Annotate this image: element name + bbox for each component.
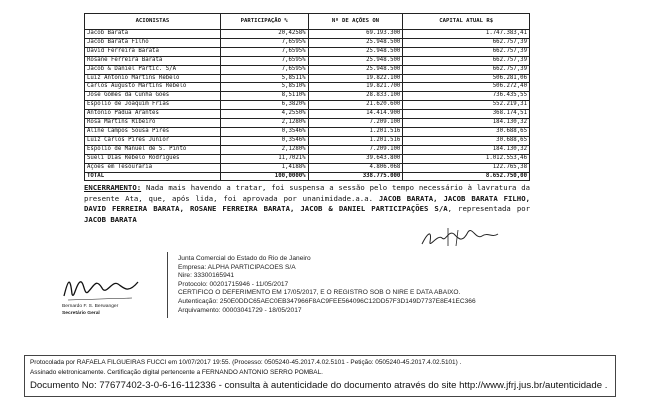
- cell-shares: 1.201.516: [308, 127, 403, 136]
- cell-shareholder: Espólio de Joaquim Frias: [85, 101, 221, 110]
- cell-shareholder: David Ferreira Barata: [85, 47, 221, 56]
- cell-participation: 1,4188%: [220, 163, 308, 172]
- cell-capital: 662.757,39: [403, 56, 530, 65]
- cell-shares: 7.209.100: [308, 119, 403, 128]
- closing-label: ENCERRAMENTO:: [84, 183, 142, 192]
- header-shareholders: ACIONISTAS: [85, 14, 221, 30]
- cell-participation: 5,8511%: [220, 74, 308, 83]
- cell-shares: 25.948.500: [308, 38, 403, 47]
- closing-text-b: , representada por: [447, 204, 530, 213]
- cell-capital: 552.219,31: [403, 101, 530, 110]
- registry-line: Nire: 33300165941: [178, 272, 235, 280]
- shareholders-table: [84, 13, 530, 181]
- table-row: [85, 145, 530, 154]
- cell-participation: 11,7021%: [220, 154, 308, 163]
- cell-capital: 506.281,06: [403, 74, 530, 83]
- cell-shares: 21.620.600: [308, 101, 403, 110]
- registrar-caption: [62, 304, 118, 317]
- registrar-signature: [58, 270, 142, 304]
- registry-line: Empresa: ALPHA PARTICIPACOES S/A: [178, 263, 296, 271]
- cell-shareholder: Carlos Augusto Martins Rebelo: [85, 83, 221, 92]
- cell-capital: 368.174,51: [403, 110, 530, 119]
- table-total-row: [85, 172, 530, 181]
- cell-capital: 184.130,32: [403, 145, 530, 154]
- footer-document-number: Documento No: 77677402-3-0-6-16-112336 - consulta à autenticidade do documento através do site http://www.jfrj.jus.br/autenticidade .: [30, 380, 608, 391]
- cell-shareholder: Aline Campos Sousa Pires: [85, 127, 221, 136]
- cell-participation: 20,4258%: [220, 30, 308, 39]
- cell-participation: 7,6595%: [220, 56, 308, 65]
- cell-participation: 7,6595%: [220, 38, 308, 47]
- cell-shares: 25.948.500: [308, 56, 403, 65]
- cell-shares: 25.948.500: [308, 47, 403, 56]
- cell-capital: 1.747.383,41: [403, 30, 530, 39]
- cell-capital: 30.688,65: [403, 136, 530, 145]
- cell-shareholder: Rosa Martins Ribeiro: [85, 119, 221, 128]
- cell-shares: 25.948.500: [308, 65, 403, 74]
- table-row: [85, 119, 530, 128]
- table-row: [85, 101, 530, 110]
- registry-line: Junta Comercial do Estado do Rio de Janeiro: [178, 255, 311, 262]
- cell-shares: 1.201.516: [308, 136, 403, 145]
- cell-capital: 1.012.553,46: [403, 154, 530, 163]
- cell-shares: 338.775.000: [308, 172, 403, 181]
- cell-capital: 662.757,39: [403, 65, 530, 74]
- stamp-divider: [167, 252, 168, 318]
- table-row: [85, 65, 530, 74]
- table-row: [85, 74, 530, 83]
- table-row: [85, 47, 530, 56]
- cell-shares: 39.643.800: [308, 154, 403, 163]
- closing-text-a: Nada mais havendo a tratar, foi suspensa a sessão pelo tempo necessário à lavratura da presente Ata, que, após lida, foi aprovada por unanimidade.a.a.: [84, 183, 530, 203]
- cell-shares: 4.806.068: [308, 163, 403, 172]
- cell-capital: 184.130,32: [403, 119, 530, 128]
- cell-shares: 19.822.100: [308, 74, 403, 83]
- cell-capital: 736.435,55: [403, 92, 530, 101]
- footer-protocol: Protocolada por RAFAELA FILGUEIRAS FUCCI em 10/07/2017 19:55. (Processo: 0505240-45.2017.4.02.5101 - Petição: 0505240-45.2017.4.02.5101) .: [30, 359, 462, 366]
- cell-shareholder: Antonio Pádua Arantes: [85, 110, 221, 119]
- table-row: [85, 30, 530, 39]
- table-row: [85, 136, 530, 145]
- cell-participation: 2,1280%: [220, 145, 308, 154]
- cell-capital: 30.688,65: [403, 127, 530, 136]
- closing-representative: JACOB BARATA: [84, 214, 137, 224]
- cell-shares: 28.833.100: [308, 92, 403, 101]
- cell-participation: 7,6595%: [220, 65, 308, 74]
- cell-capital: 506.272,40: [403, 83, 530, 92]
- table-body: [85, 30, 530, 181]
- cell-participation: 0,3546%: [220, 127, 308, 136]
- handwritten-signature: [418, 224, 502, 250]
- signer-name: Bernardo F. S. Berwanger: [62, 304, 119, 309]
- cell-shareholder: José Gomes da Cunha Góes: [85, 92, 221, 101]
- cell-capital: 662.757,39: [403, 38, 530, 47]
- cell-shareholder: Rosane Ferreira Barata: [85, 56, 221, 65]
- cell-shares: 19.821.700: [308, 83, 403, 92]
- cell-shareholder: Espólio de Manuel de S. Pinto: [85, 145, 221, 154]
- cell-shareholder: Luiz Carlos Pires Junior: [85, 136, 221, 145]
- cell-participation: 2,1280%: [220, 119, 308, 128]
- header-capital: CAPITAL ATUAL R$: [403, 14, 530, 30]
- table-row: [85, 110, 530, 119]
- cell-participation: 5,8510%: [220, 83, 308, 92]
- cell-capital: 122.765,38: [403, 163, 530, 172]
- cell-participation: 6,3820%: [220, 101, 308, 110]
- closing-paragraph: [84, 183, 530, 225]
- table-row: [85, 83, 530, 92]
- cell-shareholder: Jacob Barata: [85, 30, 221, 39]
- registry-line: Arquivamento: 00003041729 - 18/05/2017: [178, 306, 302, 314]
- table-row: [85, 127, 530, 136]
- cell-participation: 8,5110%: [220, 92, 308, 101]
- registry-line: Protocolo: 00201715946 - 11/05/2017: [178, 280, 289, 288]
- cell-shareholder: Sueli Dias Rebelo Rodrigues: [85, 154, 221, 163]
- table-row: [85, 56, 530, 65]
- cell-capital: 662.757,39: [403, 47, 530, 56]
- header-shares: Nº DE AÇÕES ON: [308, 14, 403, 30]
- cell-participation: 0,3546%: [220, 136, 308, 145]
- cell-shareholder: Jacob & Daniel Partic. S/A: [85, 65, 221, 74]
- cell-shares: 14.414.900: [308, 110, 403, 119]
- footer-signature: Assinado eletronicamente. Certificação digital pertencente a FERNANDO ANTONIO SERRO POMBAL.: [30, 369, 323, 376]
- cell-shareholder: Jacob Barata Filho: [85, 38, 221, 47]
- footer-box: [24, 355, 616, 397]
- registry-line: Autenticação: 250E0DDC65AEC0EB347966F8AC9FEE564096C12DD57F3D149D7737E8E41EC366: [178, 297, 476, 305]
- cell-shareholder: Luiz Antônio Martins Rebelo: [85, 74, 221, 83]
- closing-names: JACOB BARATA, JACOB BARATA FILHO, DAVID FERREIRA BARATA, ROSANE FERREIRA BARATA, JACOB & DANIEL PARTICIPAÇÕES S/A: [84, 193, 530, 213]
- cell-capital: 8.652.750,00: [403, 172, 530, 181]
- table-row: [85, 38, 530, 47]
- cell-participation: 100,0000%: [220, 172, 308, 181]
- signer-title: Secretário Geral: [62, 310, 100, 316]
- table-row: [85, 92, 530, 101]
- table-row: [85, 163, 530, 172]
- cell-shares: 7.209.100: [308, 145, 403, 154]
- registry-stamp: [178, 255, 476, 315]
- header-participation: PARTICIPAÇÃO %: [220, 14, 308, 30]
- cell-participation: 4,2550%: [220, 110, 308, 119]
- cell-shares: 69.193.300: [308, 30, 403, 39]
- cell-shareholder: Ações em Tesouraria: [85, 163, 221, 172]
- cell-shareholder: TOTAL: [85, 172, 221, 181]
- table-row: [85, 154, 530, 163]
- cell-participation: 7,6595%: [220, 47, 308, 56]
- table-header-row: [85, 14, 530, 30]
- registry-line: CERTIFICO O DEFERIMENTO EM 17/05/2017, E O REGISTRO SOB O NIRE E DATA ABAIXO.: [178, 289, 461, 297]
